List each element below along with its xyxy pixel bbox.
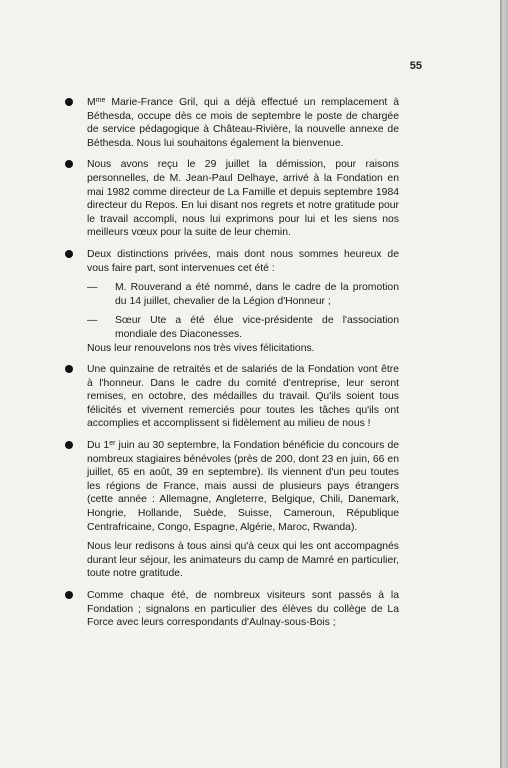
paragraph-text: Marie-France Gril, qui a déjà effectué un remplacement à Béthesda, occupe dès ce mois de septembre le poste de chargée de service pédagogique à Château-Rivière, la nouvelle annexe de Béthesda. Nous lui souhaitons également la bienvenue. <box>87 97 399 149</box>
bullet-icon <box>65 441 73 449</box>
bullet-icon <box>65 98 73 106</box>
superscript: me <box>95 97 106 104</box>
page-number: 55 <box>409 60 422 72</box>
bullet-icon <box>65 365 73 373</box>
paragraph <box>87 439 399 534</box>
list-item <box>87 439 399 581</box>
list-item <box>87 158 399 240</box>
sub-item <box>87 281 399 308</box>
paragraph: Nous leur renouvelons nos très vives félicitations. <box>87 342 315 354</box>
paragraph: Nous leur redisons à tous ainsi qu'à ceux qui les ont accompagnés durant leur séjour, les animateurs du camp de Mamré en particulier, toute notre gratitude. <box>87 541 399 580</box>
list-item <box>87 96 399 150</box>
paragraph <box>87 96 399 150</box>
paragraph: Nous avons reçu le 29 juillet la démission, pour raisons personnelles, de M. Jean-Paul Delhaye, arrivé à la Fondation en mai 1982 comme directeur de La Famille et depuis septembre 1984 directeur du Repos. En lui disant nos regrets et notre gratitude pour le travail accompli, nous lui exprimons pour lui et les siens nos meilleurs vœux pour la suite de leur chemin. <box>87 159 399 239</box>
paragraph: Une quinzaine de retraités et de salariés de la Fondation vont être à l'honneur. Dans le cadre du comité d'entreprise, leur seront remises, en octobre, des médailles du travail. Qu'ils soient tous félicités et vivement remerciés pour toutes les tâches qu'ils ont accomplies et accomplissent si fidèlement au milieu de nous ! <box>87 364 399 430</box>
paragraph: Deux distinctions privées, mais dont nous sommes heureux de vous faire part, sont intervenues cet été : <box>87 248 399 274</box>
list-item <box>87 363 399 431</box>
date-prefix: Du 1 <box>87 440 110 452</box>
title-prefix: M <box>87 97 96 108</box>
list-item <box>87 248 399 355</box>
dash-marker: — <box>87 315 98 327</box>
sub-item-text: M. Rouverand a été nommé, dans le cadre de la promotion du 14 juillet, chevalier de la Légion d'Honneur ; <box>115 282 399 307</box>
paragraph: Comme chaque été, de nombreux visiteurs sont passés à la Fondation ; signalons en particulier des élèves du collège de La Force avec leurs correspondants d'Aulnay-sous-Bois ; <box>87 590 399 629</box>
sub-item-text: Sœur Ute a été élue vice-présidente de l'association mondiale des Diaconesses. <box>115 315 399 340</box>
superscript: er <box>109 440 116 448</box>
page-edge <box>500 0 508 768</box>
bullet-icon <box>65 250 73 258</box>
bullet-icon <box>65 160 73 168</box>
page-content <box>87 96 399 638</box>
bullet-icon <box>65 591 73 599</box>
paragraph-text: juin au 30 septembre, la Fondation bénéficie du concours de nombreux stagiaires bénévoles (près de 200, dont 23 en juin, 66 en juillet, 65 en août, 39 en septembre). Ils viennent d'un peu toutes les régions de France, mais aussi de plusieurs pays étrangers (cette année : Allemagne, Angleterre, Belgique, Chili, Danemark, Hongrie, Hollande, Suède, Suisse, Cameroun, République Centrafricaine, Congo, Espagne, Algérie, Maroc, Rwanda). <box>87 440 400 533</box>
sub-item <box>87 314 399 341</box>
list-item <box>87 589 399 630</box>
dash-marker: — <box>87 282 98 294</box>
